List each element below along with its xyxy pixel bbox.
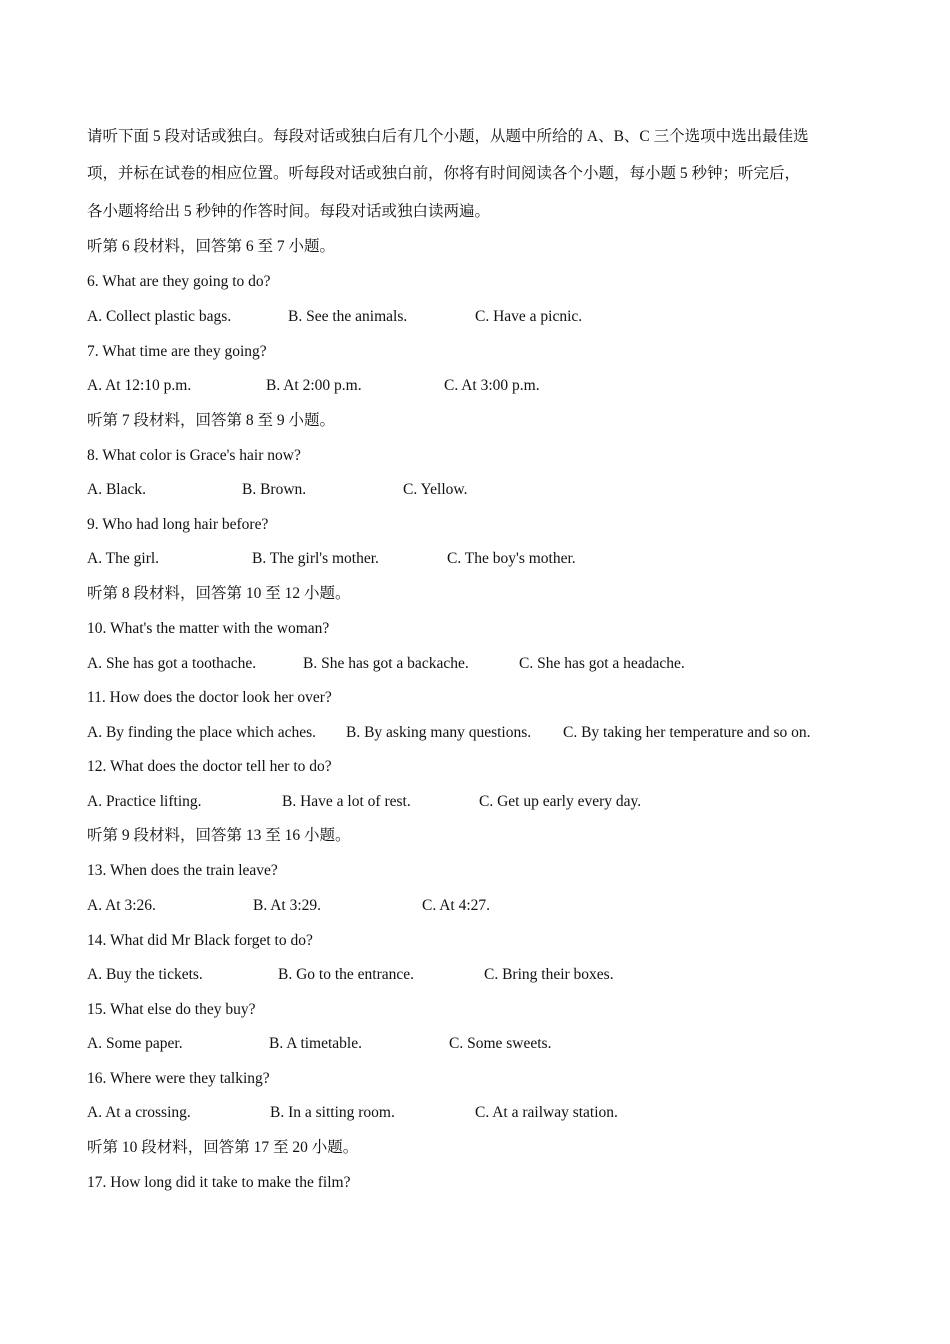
question-stem: 10. What's the matter with the woman? xyxy=(87,620,330,637)
question-stem: 6. What are they going to do? xyxy=(87,273,271,290)
section-heading: 听第 6 段材料，回答第 6 至 7 小题。 xyxy=(87,238,336,255)
option-b: B. At 3:29. xyxy=(253,897,322,914)
question-stem: 15. What else do they buy? xyxy=(87,1001,256,1018)
option-b: B. At 2:00 p.m. xyxy=(266,377,362,394)
option-a: A. She has got a toothache. xyxy=(87,655,257,672)
option-c: C. Bring their boxes. xyxy=(484,966,614,983)
instructions-line-3: 各小题将给出 5 秒钟的作答时间。每段对话或独白读两遍。 xyxy=(87,203,491,220)
question-stem: 13. When does the train leave? xyxy=(87,862,278,879)
option-b: B. The girl's mother. xyxy=(252,550,379,567)
option-a: A. At 3:26. xyxy=(87,897,156,914)
question-stem: 11. How does the doctor look her over? xyxy=(87,689,332,706)
option-c: C. The boy's mother. xyxy=(447,550,576,567)
option-b: B. A timetable. xyxy=(269,1035,362,1052)
option-c: C. At 4:27. xyxy=(422,897,491,914)
option-b: B. Brown. xyxy=(242,481,307,498)
option-a: A. Practice lifting. xyxy=(87,793,202,810)
option-c: C. At 3:00 p.m. xyxy=(444,377,540,394)
section-heading: 听第 7 段材料，回答第 8 至 9 小题。 xyxy=(87,412,336,429)
option-a: A. The girl. xyxy=(87,550,160,567)
option-b: B. In a sitting room. xyxy=(270,1104,395,1121)
option-a: A. At 12:10 p.m. xyxy=(87,377,192,394)
option-a: A. Some paper. xyxy=(87,1035,183,1052)
option-a: A. Buy the tickets. xyxy=(87,966,203,983)
option-c: C. By taking her temperature and so on. xyxy=(563,724,811,741)
option-c: C. She has got a headache. xyxy=(519,655,685,672)
option-b: B. Have a lot of rest. xyxy=(282,793,411,810)
option-c: C. At a railway station. xyxy=(475,1104,618,1121)
option-c: C. Yellow. xyxy=(403,481,468,498)
section-heading: 听第 8 段材料，回答第 10 至 12 小题。 xyxy=(87,585,351,602)
option-c: C. Have a picnic. xyxy=(475,308,583,325)
option-a: A. At a crossing. xyxy=(87,1104,191,1121)
option-a: A. Collect plastic bags. xyxy=(87,308,232,325)
question-stem: 17. How long did it take to make the film? xyxy=(87,1174,351,1191)
instructions-line-2: 项，并标在试卷的相应位置。听每段对话或独白前，你将有时间阅读各个小题，每小题 5 秒钟；听完后， xyxy=(87,165,801,182)
section-heading: 听第 10 段材料，回答第 17 至 20 小题。 xyxy=(87,1139,359,1156)
section-heading: 听第 9 段材料，回答第 13 至 16 小题。 xyxy=(87,827,351,844)
option-a: A. Black. xyxy=(87,481,146,498)
option-b: B. See the animals. xyxy=(288,308,408,325)
question-stem: 12. What does the doctor tell her to do? xyxy=(87,758,332,775)
option-b: B. By asking many questions. xyxy=(346,724,532,741)
option-b: B. She has got a backache. xyxy=(303,655,469,672)
question-stem: 7. What time are they going? xyxy=(87,343,267,360)
question-stem: 9. Who had long hair before? xyxy=(87,516,269,533)
option-a: A. By finding the place which aches. xyxy=(87,724,316,741)
option-b: B. Go to the entrance. xyxy=(278,966,415,983)
question-stem: 16. Where were they talking? xyxy=(87,1070,270,1087)
question-stem: 8. What color is Grace's hair now? xyxy=(87,447,301,464)
question-stem: 14. What did Mr Black forget to do? xyxy=(87,932,313,949)
option-c: C. Some sweets. xyxy=(449,1035,552,1052)
instructions-line-1: 请听下面 5 段对话或独白。每段对话或独白后有几个小题，从题中所给的 A、B、C 三个选项中选出最佳选 xyxy=(87,128,809,145)
option-c: C. Get up early every day. xyxy=(479,793,642,810)
